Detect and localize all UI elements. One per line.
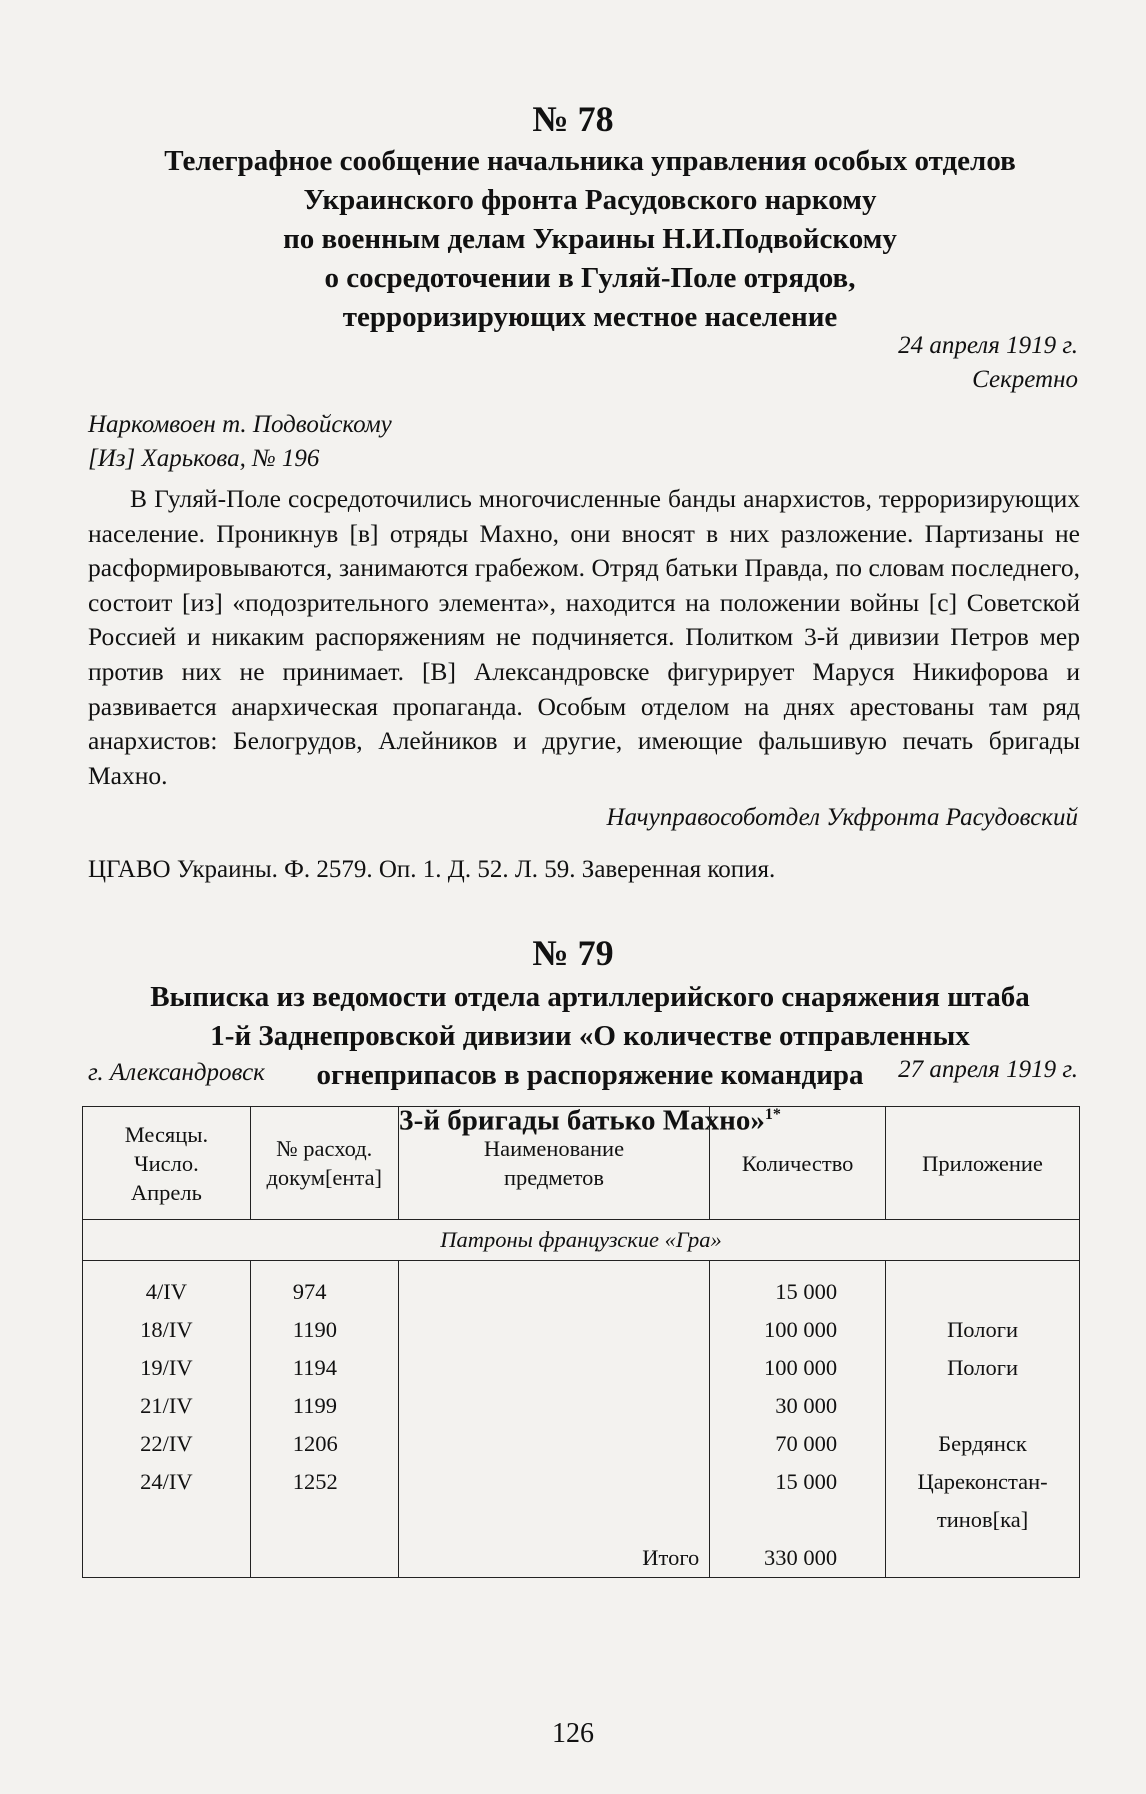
- doc79-title-line: огнеприпасов в распоряжение командира: [316, 1059, 864, 1091]
- doc78-title-line: Телеграфное сообщение начальника управления особых отделов: [164, 145, 1016, 177]
- table-row: [83, 1349, 1080, 1387]
- cell-qty: 30 000: [710, 1387, 886, 1425]
- cell-name: [398, 1311, 710, 1349]
- header-doc: [250, 1107, 398, 1220]
- doc78-title-line: о сосредоточении в Гуляй-Поле отрядов,: [324, 262, 856, 294]
- table-row: [83, 1425, 1080, 1463]
- cell-date: 24/IV: [83, 1463, 251, 1539]
- doc79-place: г. Александровск: [88, 1059, 265, 1086]
- cell-date: 18/IV: [83, 1311, 251, 1349]
- table-row: [83, 1463, 1080, 1539]
- doc78-body-paragraph: В Гуляй-Поле сосредоточились многочисленные банды анархистов, терроризирующих население. Проникнув [в] отряды Махно, они вносят в них разложение. Партизаны не расформировываются, занимаются грабежом. Отряд батьки Правда, по словам последнего, состоит [из] «подозрительного элемента», находится на положении войны [с] Советской Россией и никаким распоряжениям не подчиняется. Политком 3-й дивизии Петров мер против них не принимает. [В] Александровске фигурирует Маруся Никифорова и развивается анархическая пропаганда. Особым отделом на днях арестованы там ряд анархистов: Белогрудов, Алейников и другие, имеющие фальшивую печать бригады Махно.: [88, 484, 1080, 790]
- cell-date: 19/IV: [83, 1349, 251, 1387]
- page-number: 126: [552, 1718, 594, 1749]
- cell-empty: [83, 1539, 251, 1578]
- doc79-title-line: Выписка из ведомости отдела артиллерийского снаряжения штаба: [150, 981, 1030, 1013]
- cell-qty: 100 000: [710, 1311, 886, 1349]
- table-row: [83, 1311, 1080, 1349]
- header-text: Число.: [134, 1150, 199, 1176]
- doc78-date: 24 апреля 1919 г.: [898, 332, 1078, 359]
- ammunition-table: [82, 1106, 1080, 1578]
- cell-name: [398, 1349, 710, 1387]
- cell-name: [398, 1425, 710, 1463]
- section-row: [83, 1220, 1080, 1261]
- header-month: [83, 1107, 251, 1220]
- section-label: Патроны французские «Гра»: [83, 1220, 1080, 1261]
- table-row: [83, 1273, 1080, 1311]
- doc79-title-line: 1-й Заднепровской дивизии «О количестве отправленных: [210, 1020, 970, 1052]
- header-qty: Количество: [710, 1107, 886, 1220]
- doc79-date: 27 апреля 1919 г.: [898, 1056, 1078, 1083]
- cell-note: Пологи: [886, 1349, 1080, 1387]
- header-text: Месяцы.: [124, 1121, 209, 1147]
- cell-qty: 100 000: [710, 1349, 886, 1387]
- cell-empty: [250, 1539, 398, 1578]
- footnote-mark: 1*: [764, 1106, 781, 1123]
- cell-doc: 1199: [250, 1387, 398, 1425]
- doc78-title-line: терроризирующих местное население: [342, 301, 838, 333]
- doc78-number: № 78: [532, 99, 614, 139]
- cell-note: Пологи: [886, 1311, 1080, 1349]
- doc78-origin: [Из] Харькова, № 196: [88, 445, 320, 472]
- doc78-title: [110, 142, 1070, 337]
- cell-empty: [886, 1539, 1080, 1578]
- cell-doc: 1252: [250, 1463, 398, 1539]
- cell-note-line: тинов[ка]: [936, 1507, 1029, 1532]
- cell-qty: 15 000: [710, 1273, 886, 1311]
- header-text: докум[ента]: [266, 1165, 383, 1190]
- doc78-body: [88, 482, 1080, 793]
- cell-doc: 1206: [250, 1425, 398, 1463]
- doc79-title-last: 3-й бригады батько Махно»: [399, 1104, 765, 1137]
- cell-doc: 1194: [250, 1349, 398, 1387]
- cell-name: [398, 1463, 710, 1539]
- cell-date: 4/IV: [83, 1273, 251, 1311]
- doc78-source: ЦГАВО Украины. Ф. 2579. Оп. 1. Д. 52. Л. 59. Заверенная копия.: [88, 856, 776, 883]
- cell-note: Бердянск: [886, 1425, 1080, 1463]
- total-row: [83, 1539, 1080, 1578]
- doc78-classification: Секретно: [972, 366, 1078, 393]
- cell-note: [886, 1463, 1080, 1539]
- doc78-addressee: Наркомвоен т. Подвойскому: [88, 411, 392, 438]
- cell-doc: 1190: [250, 1311, 398, 1349]
- cell-note: [886, 1273, 1080, 1311]
- cell-qty: 15 000: [710, 1463, 886, 1539]
- total-label: Итого: [398, 1539, 710, 1578]
- doc78-title-line: по военным делам Украины Н.И.Подвойскому: [283, 223, 897, 255]
- table-header-row: [83, 1107, 1080, 1220]
- doc78-signature: Начуправособотдел Укфронта Расудовский: [606, 804, 1078, 831]
- total-value: 330 000: [710, 1539, 886, 1578]
- cell-note: [886, 1387, 1080, 1425]
- doc79-number: № 79: [532, 933, 614, 973]
- cell-qty: 70 000: [710, 1425, 886, 1463]
- header-text: Наименование: [483, 1136, 625, 1161]
- cell-note-line: Цареконстан-: [917, 1469, 1048, 1494]
- cell-name: [398, 1387, 710, 1425]
- cell-name: [398, 1273, 710, 1311]
- header-note: Приложение: [886, 1107, 1080, 1220]
- cell-doc: 974: [250, 1273, 398, 1311]
- header-text: № расход.: [276, 1136, 373, 1161]
- cell-date: 21/IV: [83, 1387, 251, 1425]
- cell-date: 22/IV: [83, 1425, 251, 1463]
- doc78-title-line: Украинского фронта Расудовского наркому: [303, 184, 877, 216]
- header-text: предметов: [503, 1165, 605, 1190]
- header-name: [398, 1107, 710, 1220]
- table-row: [83, 1387, 1080, 1425]
- header-text: Апрель: [130, 1179, 202, 1205]
